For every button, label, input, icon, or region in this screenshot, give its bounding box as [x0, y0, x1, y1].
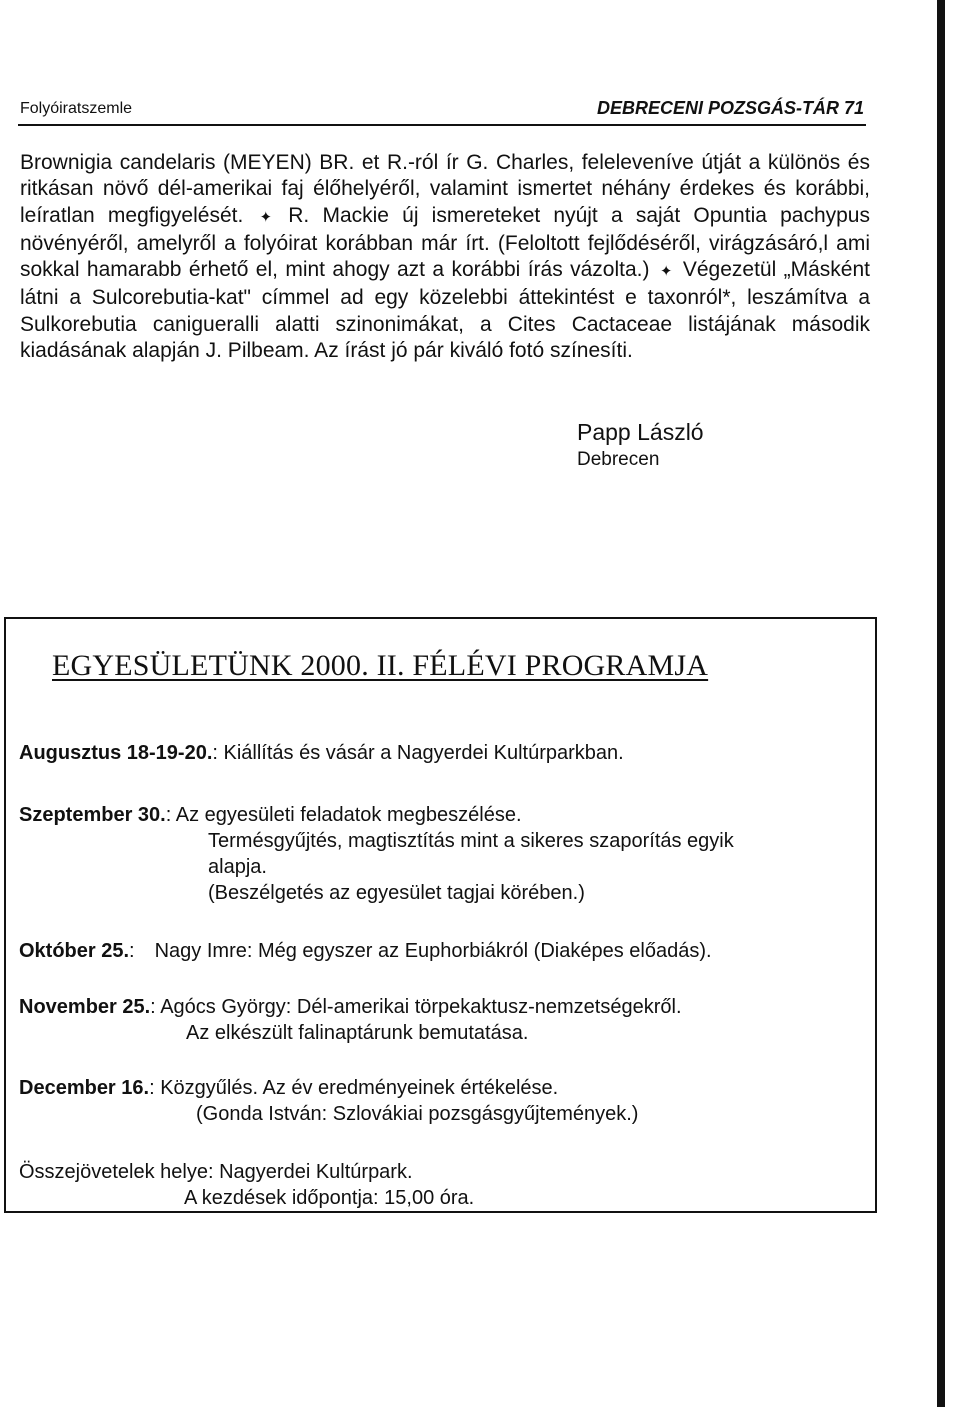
author-name: Papp László: [577, 419, 704, 445]
event-september-line-4: (Beszélgetés az egyesület tagjai körében.): [208, 882, 585, 904]
event-description: Közgyűlés. Az év eredményeinek értékelése.: [154, 1077, 559, 1099]
program-box: [4, 617, 877, 1213]
journal-title-page-number: DEBRECENI POZSGÁS-TÁR 71: [596, 98, 864, 118]
event-november-line-2: Az elkészült falinaptárunk bemutatása.: [186, 1022, 529, 1044]
scan-edge-line: [937, 0, 945, 1407]
event-september: Szeptember 30.: Az egyesületi feladatok megbeszélése.: [19, 804, 522, 826]
event-december: December 16.: Közgyűlés. Az év eredményeinek értékelése.: [19, 1077, 559, 1099]
section-title: Folyóiratszemle: [20, 100, 133, 117]
event-date: Szeptember 30.: [19, 804, 166, 826]
bullet-icon: ✦: [259, 208, 273, 226]
event-december-line-2: (Gonda István: Szlovákiai pozsgásgyűjtemények.): [196, 1103, 639, 1125]
event-september-line-3: alapja.: [208, 856, 267, 878]
event-october: Október 25.: Nagy Imre: Még egyszer az Euphorbiákról (Diaképes előadás).: [19, 940, 712, 962]
event-november: November 25.: Agócs György: Dél-amerikai törpekaktusz-nemzetségekről.: [19, 996, 682, 1018]
page-header: [18, 96, 866, 126]
program-title: EGYESÜLETÜNK 2000. II. FÉLÉVI PROGRAMJA: [52, 649, 709, 682]
event-date: Augusztus 18-19-20.: [19, 742, 213, 764]
article-text-part-1: Brownigia candelaris (MEYEN) BR. et R.-ról ír G. Charles, feleleveníve útját a különös és ritkásan növő dél-amerikai faj élőhelyéről, valamint ismertet néhány érdekes és korábbi, leíratlan megfigyelését.: [20, 151, 870, 227]
meeting-venue: Összejövetelek helye: Nagyerdei Kultúrpark.: [19, 1161, 413, 1183]
event-description: Nagy Imre: Még egyszer az Euphorbiákról (Diaképes előadás).: [154, 940, 712, 962]
event-date: Október 25.: [19, 940, 130, 962]
article-paragraph: [20, 150, 870, 364]
bullet-icon: ✦: [659, 263, 673, 281]
start-time: A kezdések időpontja: 15,00 óra.: [184, 1187, 475, 1209]
author-place: Debrecen: [577, 449, 660, 470]
event-description: Agócs György: Dél-amerikai törpekaktusz-nemzetségekről.: [155, 996, 682, 1018]
event-description: Kiállítás és vásár a Nagyerdei Kultúrparkban.: [217, 742, 624, 764]
event-august: Augusztus 18-19-20.: Kiállítás és vásár a Nagyerdei Kultúrparkban.: [19, 742, 624, 764]
event-description: Az egyesületi feladatok megbeszélése.: [171, 804, 522, 826]
event-date: November 25.: [19, 996, 151, 1018]
event-september-line-2: Termésgyűjtés, magtisztítás mint a sikeres szaporítás egyik: [208, 830, 734, 852]
article-text-part-2: R. Mackie új ismereteket nyújt a saját Opuntia pachypus növényéről, amelyről a folyóirat korábban már írt. (Feloltott fejlődéséről, virágzásáró,l ami sokkal hamarabb érhető el, mint ahogy azt a korábbi írás vázolta.): [20, 203, 870, 282]
event-date: December 16.: [19, 1077, 150, 1099]
article-text-part-3: Végezetül „Másként látni a Sulcorebutia-kat" címmel ad egy közelebbi áttekintést e taxonról*, leszámítva a Sulkorebutia canigueralli alatti szinonimákat, a Cites Cactaceae listájának második kiadásának alapján J. Pilbeam. Az írást jó pár kiváló fotó színesíti.: [20, 258, 870, 363]
signature: [577, 417, 704, 473]
